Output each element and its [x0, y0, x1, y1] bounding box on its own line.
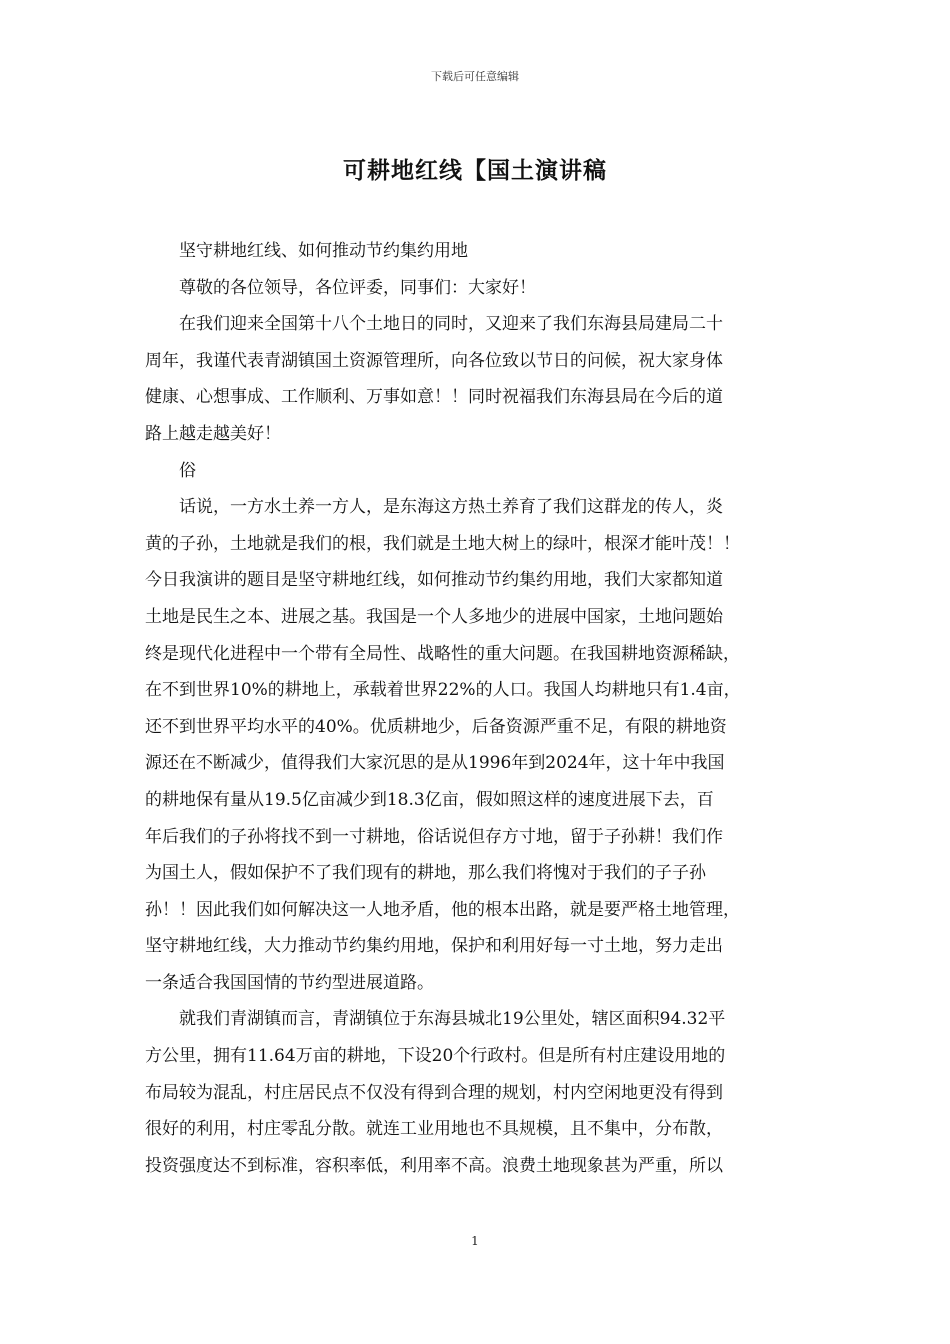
text-line: 年后我们的子孙将找不到一寸耕地，俗话说但存方寸地，留于子孙耕！我们作	[145, 826, 723, 847]
text-line: 在我们迎来全国第十八个土地日的同时，又迎来了我们东海县局建局二十	[179, 314, 723, 335]
text-line: 一条适合我国国情的节约型进展道路。	[145, 972, 434, 993]
text-line: 坚守耕地红线，大力推动节约集约用地，保护和利用好每一寸土地，努力走出	[145, 936, 723, 957]
text-line: 还不到世界平均水平的40%。优质耕地少，后备资源严重不足，有限的耕地资	[145, 716, 727, 737]
text-line: 布局较为混乱，村庄居民点不仅没有得到合理的规划，村内空闲地更没有得到	[145, 1082, 723, 1103]
text-line: 坚守耕地红线、如何推动节约集约用地	[179, 241, 468, 261]
document-body	[145, 233, 817, 1184]
text-line: 的耕地保有量从19.5亿亩减少到18.3亿亩，假如照这样的速度进展下去，百	[145, 789, 714, 810]
text-line: 黄的子孙，土地就是我们的根，我们就是土地大树上的绿叶，根深才能叶茂！！	[145, 533, 740, 554]
text-line: 尊敬的各位领导，各位评委，同事们：大家好！	[179, 277, 536, 298]
text-line: 周年，我谨代表青湖镇国土资源管理所，向各位致以节日的问候，祝大家身体	[145, 350, 723, 371]
text-line: 就我们青湖镇而言，青湖镇位于东海县城北19公里处，辖区面积94.32平	[179, 1009, 726, 1030]
text-line: 话说，一方水土养一方人，是东海这方热土养育了我们这群龙的传人，炎	[179, 497, 723, 518]
text-line: 很好的利用，村庄零乱分散。就连工业用地也不具规模，且不集中，分布散，	[145, 1119, 723, 1140]
text-line: 在不到世界10%的耕地上，承载着世界22%的人口。我国人均耕地只有1.4亩，	[145, 680, 741, 701]
text-line: 路上越走越美好！	[145, 423, 281, 444]
text-line: 方公里，拥有11.64万亩的耕地，下设20个行政村。但是所有村庄建设用地的	[145, 1046, 726, 1067]
text-line: 今日我演讲的题目是坚守耕地红线，如何推动节约集约用地，我们大家都知道	[145, 570, 723, 591]
text-line: 健康、心想事成、工作顺利、万事如意！！同时祝福我们东海县局在今后的道	[145, 387, 723, 408]
text-line: 孙！！因此我们如何解决这一人地矛盾，他的根本出路，就是要严格土地管理，	[145, 899, 740, 920]
text-line: 为国土人，假如保护不了我们现有的耕地，那么我们将愧对于我们的子子孙	[145, 863, 706, 884]
header-note: 下载后可任意编辑	[431, 70, 519, 83]
document-title: 可耕地红线【国土演讲稿	[343, 157, 607, 184]
text-line: 源还在不断减少，值得我们大家沉思的是从1996年到2024年，这十年中我国	[145, 753, 725, 774]
text-line: 土地是民生之本、进展之基。我国是一个人多地少的进展中国家，土地问题始	[145, 606, 723, 627]
text-line: 投资强度达不到标准，容积率低，利用率不高。浪费土地现象甚为严重，所以	[145, 1155, 723, 1176]
text-line: 俗	[179, 460, 196, 481]
text-line: 终是现代化进程中一个带有全局性、战略性的重大问题。在我国耕地资源稀缺，	[145, 643, 740, 664]
page-number: 1	[471, 1234, 479, 1248]
